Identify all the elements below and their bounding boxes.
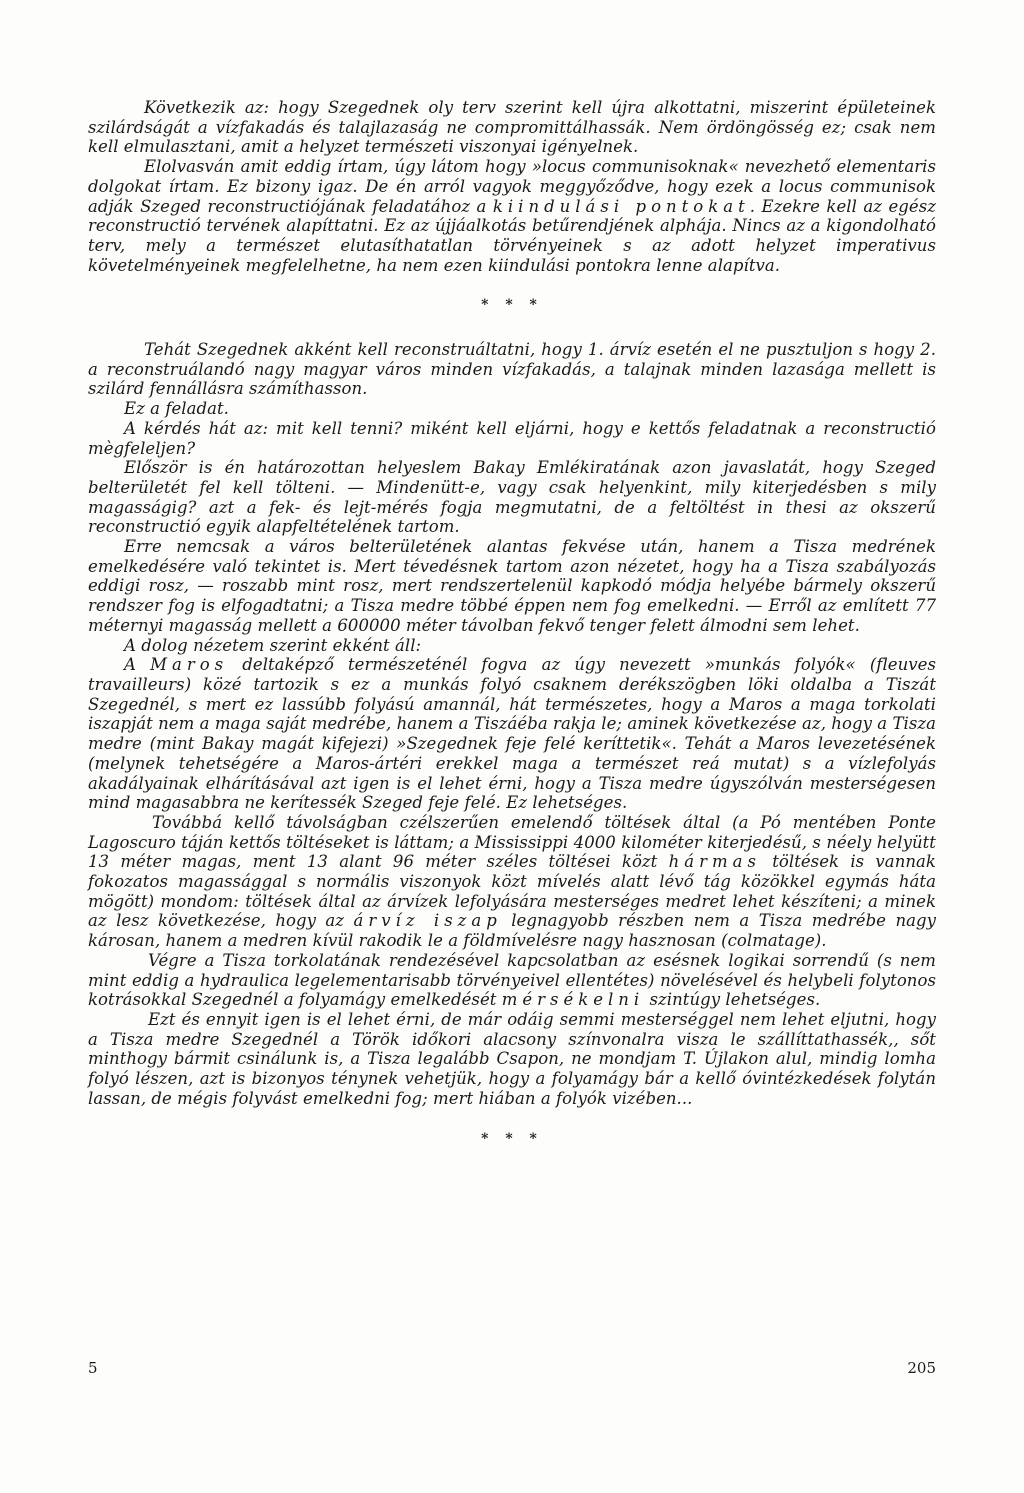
paragraph-state-of-affairs: A dolog nézetem szerint ekként áll:	[124, 635, 422, 655]
paragraph-locus-communis-text: Elolvasván amit eddig írtam, úgy látom hogy »locus communisoknak« nevezhető elementaris dolgokat írtam. Ez bizony igaz. De én arról vagyok meggyőződve, hogy ezek a locus communisok adják Szeged reconstructiójának feladatához a	[88, 157, 936, 216]
paragraph-this-is-the-task: Ez a feladat.	[124, 399, 229, 419]
paragraph-question: A kérdés hát az: mit kell tenni? miként kell eljárni, hogy e kettős feladatnak a reconstructió mègfeleljen?	[88, 418, 936, 458]
spaced-emphasis-maros: Maros	[150, 655, 229, 675]
paragraph-maros-prefix: A	[124, 655, 151, 675]
paragraph-maros-river	[88, 655, 936, 813]
paragraph-tisza-riverbed: Erre nemcsak a város belterületének alantas fekvése után, hanem a Tisza medrének emelkedésére való tekintet is. Mert tévedésnek tartom azon nézetet, hogy ha a Tisza szabályozás eddigi rosz, — roszabb mint rosz, mert rendszertelenül kapkodó módja helyébe bármely okszerű rendszer fog is elfogadtatni; a Tisza medre többé éppen nem fog emelkedni. — Erről az említett 77 méternyi magasság mellett a 600000 méter távolban fekvő tenger felett álmodni sem lehet.	[88, 537, 936, 635]
page-number: 205	[907, 1359, 936, 1377]
paragraph-conclusion: Ezt és ennyit igen is el lehet érni, de már odáig semmi mesterséggel nem lehet eljutni, hogy a Tisza medre Szegednél a Török időkori alacsony színvonalra visza le szállíttathassék,, sőt minthogy bármit csinálunk is, a Tisza legalább Csapon, ne mondjam T. Újlakon alul, mindig lomha folyó lészen, azt is bizonyos ténynek vehetjük, hogy a folyamágy bár a kellő óvintézkedések folytán lassan, de mégis folyvást emelkedni fog; mert hiában a folyók vizében...	[88, 1009, 936, 1108]
spaced-emphasis-starting-points: kiindulási pontokat	[492, 196, 750, 216]
spaced-emphasis-flood-silt: árvíz iszap	[353, 911, 502, 931]
paragraph-embankments-text: Továbbá kellő távolságban czélszerűen emelendő töltések által (a Pó mentében Ponte Lagoscuro táján kettős töltéseket is láttam; a Mississippi 4000 kilométer kiterjedésű, s néely helyütt 13 méter magas, ment 13 alant 96 méter széles töltései közt	[88, 812, 936, 872]
document-body	[88, 98, 936, 1150]
paragraph-maros-text: deltaképző természeténél fogva az úgy nevezett »munkás folyók« (fleuves travailleurs) közé tartozik s ez a munkás folyó csaknem derékszögben löki oldalba a Tiszát Szegednél, s mert ez lassúbb folyású amannál, hát természetes, hogy a Maros a maga torkolati iszapját nem a maga saját medrébe, hanem a Tiszáéba rakja le; aminek következése az, hogy a Tisza medre (mint Bakay magát kifejezi) »Szegednek feje felé keríttetik«. Tehát a Maros levezetésének (melynek tehetségére a Maros-ártéri erekkel maga a természet reá mutat) s a vízlefolyás akadályainak elhárításával azt igen is el lehet érni, hogy a Tisza medre úgyszólván mesterségesen mind magasabbra ne kerítessék Szeged feje felé. Ez lehetséges.	[88, 655, 936, 813]
paragraph-embankments-continued: töltések is vannak fokozatos magassággal s normális viszonyok közt mívelés alatt lévő tág közökkel egymás háta mögött) mondom: töltések által az árvízek lefolyására mesterséges medret lehet készíteni; a minek az lesz következése, hogy az	[88, 852, 936, 931]
paragraph-reconstruction-intro: Következik az: hogy Szegednek oly terv szerint kell újra alkottatni, miszerint épületeinek szilárdságát a vízfakadás és talajlazaság ne compromittálhassák. Nem ördöngösség ez; csak nem kell elmulasztani, amit a helyzet természeti viszonyai igényelnek.	[88, 98, 936, 157]
paragraph-task-definition: Tehát Szegednek akként kell reconstruáltatni, hogy 1. árvíz esetén el ne pusztuljon s hogy 2. a reconstruálandó nagy magyar város minden vízfakadás, a talajnak minden lazasága mellett is szilárd fennállásra számíthasson.	[88, 340, 936, 399]
section-separator-end: * * *	[481, 1131, 543, 1148]
signature-mark: 5	[88, 1359, 98, 1377]
paragraph-river-mouth-text: Végre a Tisza torkolatának rendezésével kapcsolatban az esésnek logikai sorrendű (s nem mint eddig a hydraulica legelementarisabb törvényeivel ellentétes) növelésével és helybeli folytonos kotrásokkal Szegednél a folyamágy emelkedését	[88, 950, 936, 1010]
section-separator: * * *	[481, 297, 543, 314]
paragraph-embankments	[88, 813, 936, 951]
paragraph-river-mouth-end: szintúgy lehetséges.	[644, 990, 821, 1010]
paragraph-embankments-end: legnagyobb részben nem a Tisza medrébe nagy károsan, hanem a medren kívül rakodik le a földmívelésre nagy hasznosan (colmatage).	[88, 911, 936, 951]
paragraph-locus-communis	[88, 157, 936, 275]
paragraph-river-mouth	[88, 951, 936, 1010]
spaced-emphasis-moderate: mérsékelni	[501, 990, 645, 1010]
paragraph-filling-proposal: Először is én határozottan helyeslem Bakay Emlékiratának azon javaslatát, hogy Szeged belterületét fel kell tölteni. — Mindenütt-e, vagy csak helyenkint, mily kiterjedésben s mily magasságig? azt a fek- és lejt-mérés fogja megmutatni, de a feltöltést in thesi az okszerű reconstructió egyik alapfeltételének tartom.	[88, 458, 936, 537]
paragraph-locus-communis-continued: . Ezekre kell az egész reconstructió tervének alapíttatni. Ez az újjáalkotás betűrendjének alphája. Nincs az a kigondolható terv, mely a természet elutasíthatatlan törvényeinek s az adott helyzet imperativus követelményeinek megfelelhetne, ha nem ezen kiindulási pontokra lenne alapítva.	[88, 196, 936, 275]
spaced-emphasis-triple: hármas	[668, 852, 761, 872]
